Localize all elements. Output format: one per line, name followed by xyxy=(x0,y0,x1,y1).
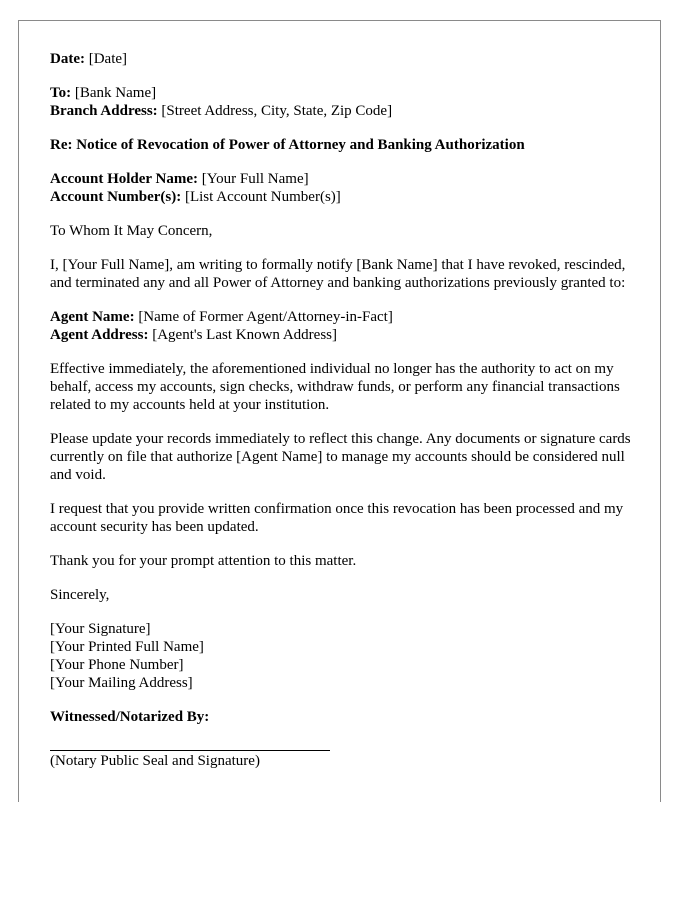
date-line xyxy=(50,50,640,68)
letter-page xyxy=(18,20,661,802)
date-label: Date: xyxy=(50,51,85,67)
agent-address-value: [Agent's Last Known Address] xyxy=(148,327,337,343)
branch-address-value: [Street Address, City, State, Zip Code] xyxy=(157,103,393,119)
intro-text: I, [Your Full Name], am writing to formally notify [Bank Name] that I have revoked, rescinded, and terminated any and all Power of Attorney and banking authorizations previously granted to: xyxy=(50,257,626,291)
witness-block xyxy=(50,708,640,770)
signature-block xyxy=(50,620,640,692)
notary-signature-rule xyxy=(50,750,330,751)
account-numbers-value: [List Account Number(s)] xyxy=(181,189,341,205)
confirmation-text: I request that you provide written confirmation once this revocation has been processed and my account security has been updated. xyxy=(50,501,624,535)
account-block xyxy=(50,170,640,206)
effective-text: Effective immediately, the aforementioned individual no longer has the authority to act on my behalf, access my accounts, sign checks, withdraw funds, or perform any financial transactions related to my accounts held at your institution. xyxy=(50,361,620,413)
signature-line: [Your Signature] xyxy=(50,621,151,637)
closing xyxy=(50,586,640,604)
agent-name-label: Agent Name: xyxy=(50,309,135,325)
phone-line: [Your Phone Number] xyxy=(50,657,184,673)
account-numbers-label: Account Number(s): xyxy=(50,189,182,205)
recipient-block xyxy=(50,84,640,120)
intro-paragraph xyxy=(50,256,640,292)
agent-name-value: [Name of Former Agent/Attorney-in-Fact] xyxy=(134,309,393,325)
letter-body xyxy=(50,50,640,770)
subject-line xyxy=(50,136,640,154)
to-value: [Bank Name] xyxy=(71,85,157,101)
update-paragraph xyxy=(50,430,640,484)
account-holder-value: [Your Full Name] xyxy=(198,171,309,187)
branch-address-label: Branch Address: xyxy=(50,103,158,119)
to-label: To: xyxy=(50,85,72,101)
closing-text: Sincerely, xyxy=(50,587,110,603)
agent-block xyxy=(50,308,640,344)
effective-paragraph xyxy=(50,360,640,414)
thanks-paragraph xyxy=(50,552,640,570)
confirmation-paragraph xyxy=(50,500,640,536)
witness-label: Witnessed/Notarized By: xyxy=(50,709,210,725)
mailing-address-line: [Your Mailing Address] xyxy=(50,675,193,691)
subject-text: Re: Notice of Revocation of Power of Attorney and Banking Authorization xyxy=(50,137,525,153)
salutation xyxy=(50,222,640,240)
agent-address-label: Agent Address: xyxy=(50,327,149,343)
update-text: Please update your records immediately to reflect this change. Any documents or signature cards currently on file that authorize [Agent Name] to manage my accounts should be considered null and void. xyxy=(50,431,631,483)
account-holder-label: Account Holder Name: xyxy=(50,171,199,187)
printed-name-line: [Your Printed Full Name] xyxy=(50,639,204,655)
date-value: [Date] xyxy=(84,51,128,67)
thanks-text: Thank you for your prompt attention to this matter. xyxy=(50,553,357,569)
salutation-text: To Whom It May Concern, xyxy=(50,223,213,239)
notary-caption: (Notary Public Seal and Signature) xyxy=(50,753,260,769)
